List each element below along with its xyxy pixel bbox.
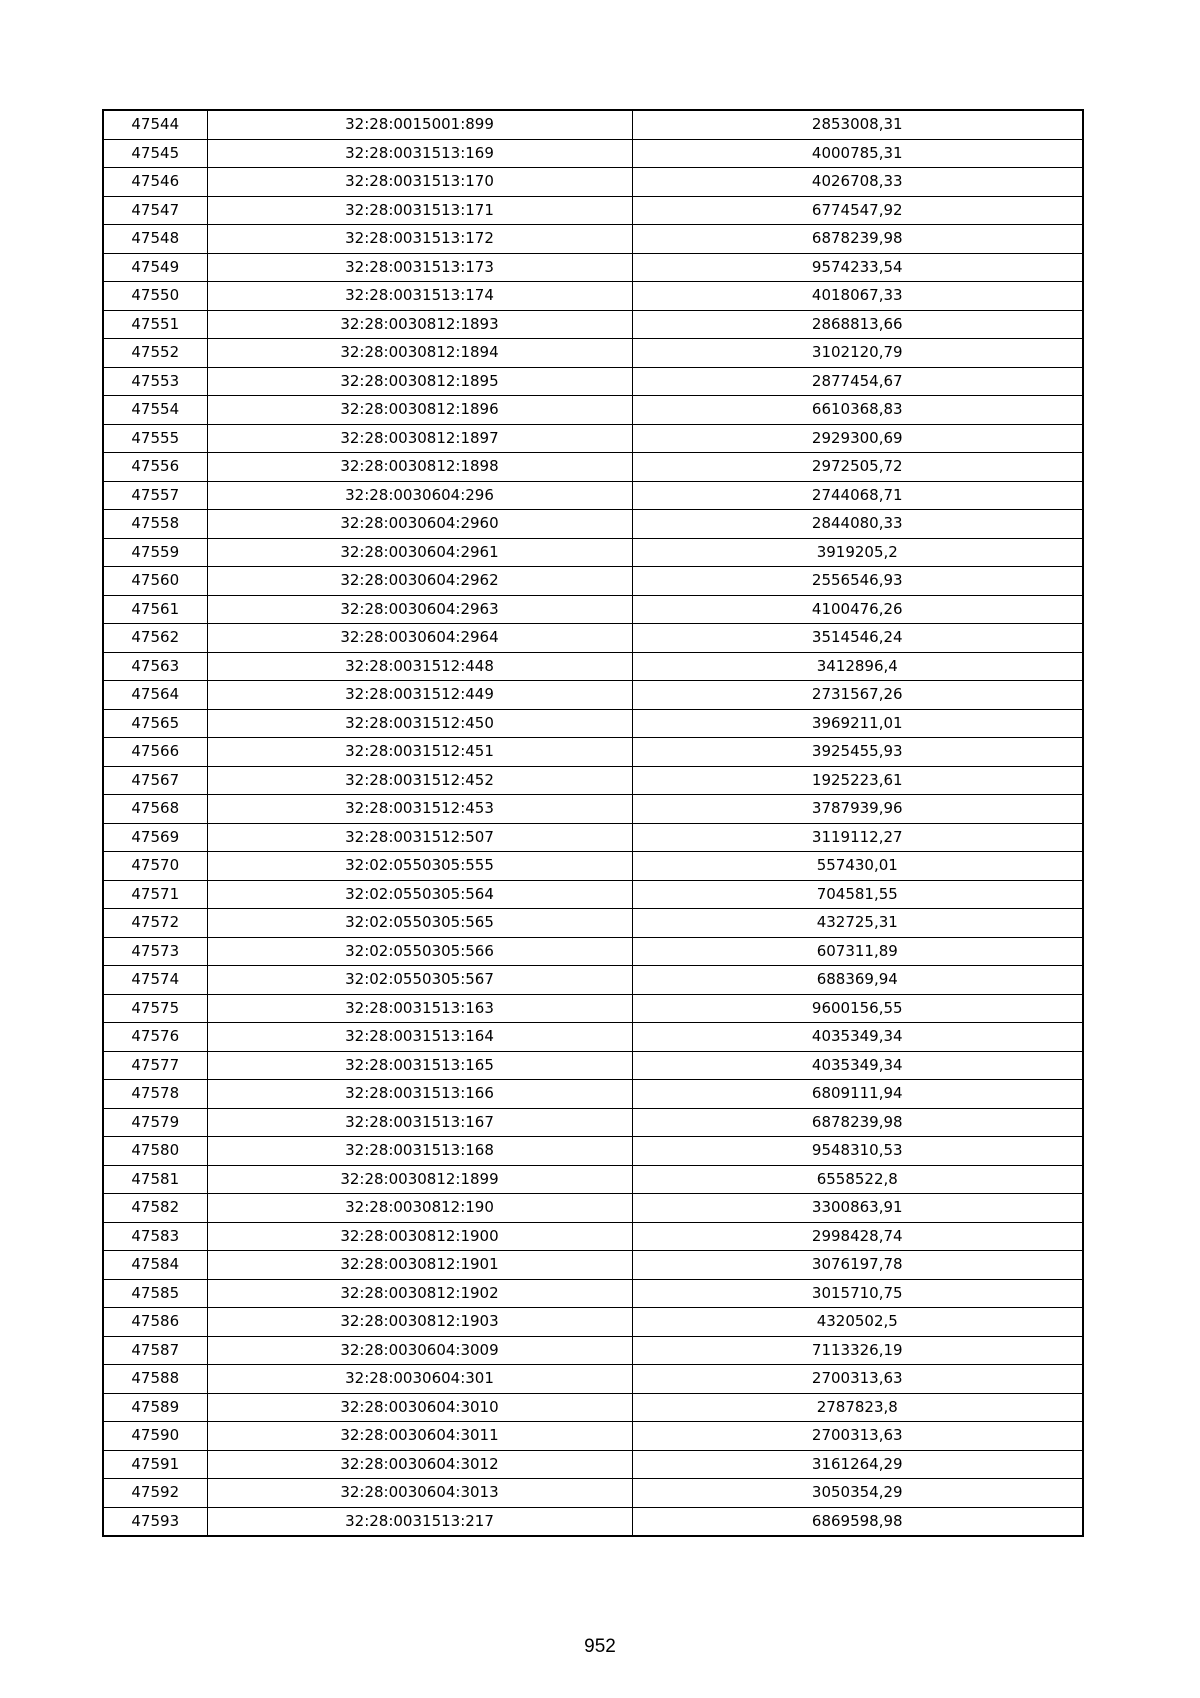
value-cell: 432725,31 — [632, 909, 1083, 938]
row-number-cell: 47559 — [103, 538, 207, 567]
row-number-cell: 47545 — [103, 139, 207, 168]
row-number-cell: 47558 — [103, 510, 207, 539]
value-cell: 2877454,67 — [632, 367, 1083, 396]
cadastral-number-cell: 32:02:0550305:555 — [207, 852, 632, 881]
value-cell: 4026708,33 — [632, 168, 1083, 197]
value-cell: 3919205,2 — [632, 538, 1083, 567]
row-number-cell: 47553 — [103, 367, 207, 396]
row-number-cell: 47578 — [103, 1080, 207, 1109]
table-row — [103, 253, 1083, 282]
cadastral-number-cell: 32:28:0031513:169 — [207, 139, 632, 168]
cadastral-number-cell: 32:28:0031512:507 — [207, 823, 632, 852]
row-number-cell: 47587 — [103, 1336, 207, 1365]
row-number-cell: 47575 — [103, 994, 207, 1023]
table-row — [103, 1194, 1083, 1223]
cadastral-value-table — [102, 109, 1084, 1537]
row-number-cell: 47583 — [103, 1222, 207, 1251]
row-number-cell: 47560 — [103, 567, 207, 596]
table-row — [103, 966, 1083, 995]
cadastral-number-cell: 32:28:0030812:1900 — [207, 1222, 632, 1251]
row-number-cell: 47561 — [103, 595, 207, 624]
value-cell: 4035349,34 — [632, 1023, 1083, 1052]
row-number-cell: 47570 — [103, 852, 207, 881]
table-row — [103, 880, 1083, 909]
cadastral-number-cell: 32:28:0030812:1894 — [207, 339, 632, 368]
row-number-cell: 47548 — [103, 225, 207, 254]
row-number-cell: 47591 — [103, 1450, 207, 1479]
table-row — [103, 909, 1083, 938]
cadastral-number-cell: 32:28:0031513:174 — [207, 282, 632, 311]
row-number-cell: 47566 — [103, 738, 207, 767]
table-body — [103, 110, 1083, 1536]
value-cell: 6558522,8 — [632, 1165, 1083, 1194]
value-cell: 3050354,29 — [632, 1479, 1083, 1508]
value-cell: 2556546,93 — [632, 567, 1083, 596]
value-cell: 3102120,79 — [632, 339, 1083, 368]
table-row — [103, 709, 1083, 738]
cadastral-number-cell: 32:28:0031513:163 — [207, 994, 632, 1023]
value-cell: 3076197,78 — [632, 1251, 1083, 1280]
table-row — [103, 424, 1083, 453]
value-cell: 4000785,31 — [632, 139, 1083, 168]
value-cell: 6610368,83 — [632, 396, 1083, 425]
value-cell: 9548310,53 — [632, 1137, 1083, 1166]
table-row — [103, 367, 1083, 396]
row-number-cell: 47584 — [103, 1251, 207, 1280]
cadastral-number-cell: 32:28:0031513:171 — [207, 196, 632, 225]
cadastral-number-cell: 32:28:0030604:3013 — [207, 1479, 632, 1508]
table-row — [103, 481, 1083, 510]
row-number-cell: 47588 — [103, 1365, 207, 1394]
table-row — [103, 852, 1083, 881]
table-row — [103, 339, 1083, 368]
row-number-cell: 47565 — [103, 709, 207, 738]
row-number-cell: 47592 — [103, 1479, 207, 1508]
cadastral-number-cell: 32:28:0031512:449 — [207, 681, 632, 710]
row-number-cell: 47571 — [103, 880, 207, 909]
row-number-cell: 47573 — [103, 937, 207, 966]
cadastral-number-cell: 32:28:0031513:168 — [207, 1137, 632, 1166]
row-number-cell: 47585 — [103, 1279, 207, 1308]
value-cell: 7113326,19 — [632, 1336, 1083, 1365]
row-number-cell: 47593 — [103, 1507, 207, 1536]
table-row — [103, 1336, 1083, 1365]
value-cell: 2868813,66 — [632, 310, 1083, 339]
table-row — [103, 282, 1083, 311]
cadastral-number-cell: 32:28:0030604:301 — [207, 1365, 632, 1394]
table-row — [103, 994, 1083, 1023]
value-cell: 557430,01 — [632, 852, 1083, 881]
value-cell: 2700313,63 — [632, 1422, 1083, 1451]
row-number-cell: 47552 — [103, 339, 207, 368]
value-cell: 2787823,8 — [632, 1393, 1083, 1422]
row-number-cell: 47569 — [103, 823, 207, 852]
value-cell: 3300863,91 — [632, 1194, 1083, 1223]
value-cell: 688369,94 — [632, 966, 1083, 995]
cadastral-number-cell: 32:28:0030604:296 — [207, 481, 632, 510]
row-number-cell: 47554 — [103, 396, 207, 425]
row-number-cell: 47574 — [103, 966, 207, 995]
cadastral-number-cell: 32:28:0031513:167 — [207, 1108, 632, 1137]
row-number-cell: 47551 — [103, 310, 207, 339]
cadastral-number-cell: 32:28:0030604:3009 — [207, 1336, 632, 1365]
row-number-cell: 47572 — [103, 909, 207, 938]
table-row — [103, 652, 1083, 681]
cadastral-number-cell: 32:28:0031512:451 — [207, 738, 632, 767]
value-cell: 2929300,69 — [632, 424, 1083, 453]
cadastral-number-cell: 32:28:0031512:453 — [207, 795, 632, 824]
value-cell: 6809111,94 — [632, 1080, 1083, 1109]
row-number-cell: 47568 — [103, 795, 207, 824]
value-cell: 2731567,26 — [632, 681, 1083, 710]
cadastral-number-cell: 32:28:0030812:1898 — [207, 453, 632, 482]
cadastral-number-cell: 32:28:0015001:899 — [207, 110, 632, 139]
table-row — [103, 1507, 1083, 1536]
row-number-cell: 47586 — [103, 1308, 207, 1337]
row-number-cell: 47576 — [103, 1023, 207, 1052]
cadastral-number-cell: 32:02:0550305:565 — [207, 909, 632, 938]
cadastral-number-cell: 32:28:0031512:452 — [207, 766, 632, 795]
table-row — [103, 538, 1083, 567]
table-row — [103, 595, 1083, 624]
row-number-cell: 47590 — [103, 1422, 207, 1451]
table-row — [103, 1165, 1083, 1194]
value-cell: 704581,55 — [632, 880, 1083, 909]
cadastral-number-cell: 32:28:0030812:1903 — [207, 1308, 632, 1337]
row-number-cell: 47579 — [103, 1108, 207, 1137]
value-cell: 9600156,55 — [632, 994, 1083, 1023]
table-row — [103, 1023, 1083, 1052]
table-row — [103, 139, 1083, 168]
cadastral-number-cell: 32:28:0030812:1893 — [207, 310, 632, 339]
cadastral-number-cell: 32:28:0030812:1897 — [207, 424, 632, 453]
cadastral-number-cell: 32:28:0031513:170 — [207, 168, 632, 197]
value-cell: 2844080,33 — [632, 510, 1083, 539]
row-number-cell: 47563 — [103, 652, 207, 681]
value-cell: 2853008,31 — [632, 110, 1083, 139]
cadastral-number-cell: 32:28:0031512:450 — [207, 709, 632, 738]
value-cell: 607311,89 — [632, 937, 1083, 966]
cadastral-number-cell: 32:28:0031513:164 — [207, 1023, 632, 1052]
table-row — [103, 396, 1083, 425]
cadastral-number-cell: 32:28:0030604:2962 — [207, 567, 632, 596]
cadastral-number-cell: 32:28:0031513:217 — [207, 1507, 632, 1536]
cadastral-number-cell: 32:28:0030812:1896 — [207, 396, 632, 425]
table-row — [103, 1308, 1083, 1337]
table-row — [103, 110, 1083, 139]
table-row — [103, 1450, 1083, 1479]
value-cell: 4035349,34 — [632, 1051, 1083, 1080]
table-row — [103, 823, 1083, 852]
value-cell: 4018067,33 — [632, 282, 1083, 311]
value-cell: 9574233,54 — [632, 253, 1083, 282]
table-row — [103, 1251, 1083, 1280]
value-cell: 3412896,4 — [632, 652, 1083, 681]
value-cell: 3119112,27 — [632, 823, 1083, 852]
table-row — [103, 510, 1083, 539]
cadastral-number-cell: 32:28:0030604:2963 — [207, 595, 632, 624]
value-cell: 2700313,63 — [632, 1365, 1083, 1394]
value-cell: 2998428,74 — [632, 1222, 1083, 1251]
cadastral-number-cell: 32:28:0030812:1899 — [207, 1165, 632, 1194]
table-row — [103, 1222, 1083, 1251]
value-cell: 3015710,75 — [632, 1279, 1083, 1308]
row-number-cell: 47547 — [103, 196, 207, 225]
value-cell: 4100476,26 — [632, 595, 1083, 624]
table-row — [103, 795, 1083, 824]
cadastral-number-cell: 32:28:0030604:3012 — [207, 1450, 632, 1479]
value-cell: 3161264,29 — [632, 1450, 1083, 1479]
table-row — [103, 1279, 1083, 1308]
cadastral-number-cell: 32:28:0030812:190 — [207, 1194, 632, 1223]
table-row — [103, 310, 1083, 339]
value-cell: 1925223,61 — [632, 766, 1083, 795]
value-cell: 3787939,96 — [632, 795, 1083, 824]
cadastral-number-cell: 32:28:0031513:166 — [207, 1080, 632, 1109]
table-row — [103, 567, 1083, 596]
table-row — [103, 1365, 1083, 1394]
value-cell: 6869598,98 — [632, 1507, 1083, 1536]
row-number-cell: 47546 — [103, 168, 207, 197]
value-cell: 2744068,71 — [632, 481, 1083, 510]
row-number-cell: 47582 — [103, 1194, 207, 1223]
page-number: 952 — [584, 1636, 616, 1657]
table-row — [103, 1422, 1083, 1451]
value-cell: 3514546,24 — [632, 624, 1083, 653]
cadastral-number-cell: 32:02:0550305:567 — [207, 966, 632, 995]
table-row — [103, 196, 1083, 225]
cadastral-number-cell: 32:28:0030604:3010 — [207, 1393, 632, 1422]
cadastral-number-cell: 32:28:0030812:1902 — [207, 1279, 632, 1308]
row-number-cell: 47562 — [103, 624, 207, 653]
table-row — [103, 168, 1083, 197]
cadastral-number-cell: 32:28:0031513:165 — [207, 1051, 632, 1080]
cadastral-number-cell: 32:02:0550305:566 — [207, 937, 632, 966]
cadastral-number-cell: 32:28:0030604:2960 — [207, 510, 632, 539]
value-cell: 3969211,01 — [632, 709, 1083, 738]
value-cell: 6774547,92 — [632, 196, 1083, 225]
cadastral-number-cell: 32:02:0550305:564 — [207, 880, 632, 909]
cadastral-number-cell: 32:28:0030604:3011 — [207, 1422, 632, 1451]
table-row — [103, 1051, 1083, 1080]
row-number-cell: 47555 — [103, 424, 207, 453]
table-row — [103, 1479, 1083, 1508]
value-cell: 6878239,98 — [632, 225, 1083, 254]
table-row — [103, 681, 1083, 710]
row-number-cell: 47580 — [103, 1137, 207, 1166]
row-number-cell: 47544 — [103, 110, 207, 139]
row-number-cell: 47550 — [103, 282, 207, 311]
table-row — [103, 937, 1083, 966]
row-number-cell: 47549 — [103, 253, 207, 282]
cadastral-number-cell: 32:28:0030812:1901 — [207, 1251, 632, 1280]
value-cell: 3925455,93 — [632, 738, 1083, 767]
cadastral-number-cell: 32:28:0030604:2964 — [207, 624, 632, 653]
table-row — [103, 1393, 1083, 1422]
table-row — [103, 1137, 1083, 1166]
row-number-cell: 47564 — [103, 681, 207, 710]
row-number-cell: 47589 — [103, 1393, 207, 1422]
value-cell: 4320502,5 — [632, 1308, 1083, 1337]
table-row — [103, 1108, 1083, 1137]
table-row — [103, 453, 1083, 482]
table-row — [103, 225, 1083, 254]
cadastral-number-cell: 32:28:0030812:1895 — [207, 367, 632, 396]
table-row — [103, 1080, 1083, 1109]
row-number-cell: 47557 — [103, 481, 207, 510]
cadastral-number-cell: 32:28:0031513:173 — [207, 253, 632, 282]
table-row — [103, 738, 1083, 767]
table-row — [103, 766, 1083, 795]
value-cell: 2972505,72 — [632, 453, 1083, 482]
row-number-cell: 47556 — [103, 453, 207, 482]
cadastral-number-cell: 32:28:0031513:172 — [207, 225, 632, 254]
row-number-cell: 47581 — [103, 1165, 207, 1194]
cadastral-number-cell: 32:28:0031512:448 — [207, 652, 632, 681]
row-number-cell: 47567 — [103, 766, 207, 795]
value-cell: 6878239,98 — [632, 1108, 1083, 1137]
cadastral-number-cell: 32:28:0030604:2961 — [207, 538, 632, 567]
row-number-cell: 47577 — [103, 1051, 207, 1080]
table-row — [103, 624, 1083, 653]
